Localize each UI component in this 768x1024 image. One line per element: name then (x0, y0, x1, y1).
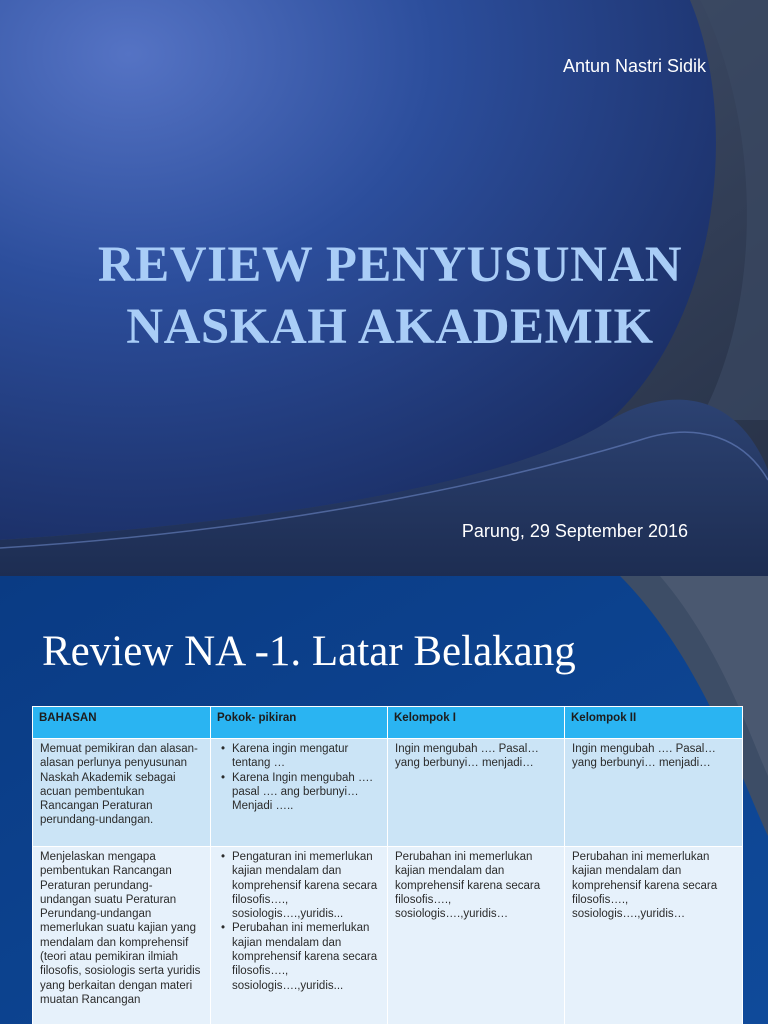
title-line-1: REVIEW PENYUSUNAN (97, 237, 683, 293)
table-row (33, 739, 743, 847)
title-line-2: NASKAH AKADEMIK (126, 299, 654, 355)
bullet-list (218, 742, 380, 813)
cell-bahasan: Menjelaskan mengapa pembentukan Rancangan Peraturan perundang-undangan suatu Peraturan Perundang-undangan memerlukan suatu kajian yang mendalam dan komprehensif (teori atau pemikiran ilmiah filosofis, sosiologis serta yuridis yang berkaitan dengan materi muatan Rancangan (33, 847, 211, 1024)
presentation-title (60, 234, 720, 358)
list-item: • Perubahan ini memerlukan kajian mendalam dan komprehensif karena secara filosofis…., sosiologis….,yuridis... (218, 921, 380, 992)
table-row (33, 847, 743, 1024)
cell-pokok-pikiran (211, 739, 388, 847)
presentation-date: Parung, 29 September 2016 (461, 521, 688, 541)
list-item: • Pengaturan ini memerlukan kajian mendalam dan komprehensif karena secara filosofis…., sosiologis….,yuridis... (218, 850, 380, 921)
cell-kelompok-1: Ingin mengubah …. Pasal… yang berbunyi… menjadi… (388, 739, 565, 847)
cell-kelompok-2: Ingin mengubah …. Pasal… yang berbunyi… menjadi… (565, 739, 743, 847)
table-header-row (33, 707, 743, 739)
review-slide (0, 576, 768, 1024)
header-kelompok-2: Kelompok II (565, 707, 743, 739)
author-name: Antun Nastri Sidik (562, 56, 706, 76)
cell-bahasan: Memuat pemikiran dan alasan-alasan perlunya penyusunan Naskah Akademik sebagai acuan pembentukan Rancangan Peraturan perundang-undangan. (33, 739, 211, 847)
review-table (32, 706, 743, 1024)
list-item: • Karena Ingin mengubah …. pasal …. ang berbunyi…Menjadi ….. (218, 771, 380, 814)
header-bahasan: BAHASAN (33, 707, 211, 739)
cell-kelompok-1: Perubahan ini memerlukan kajian mendalam dan komprehensif karena secara filosofis…., sosiologis….,yuridis… (388, 847, 565, 1024)
header-kelompok-1: Kelompok I (388, 707, 565, 739)
header-pokok-pikiran: Pokok- pikiran (211, 707, 388, 739)
bullet-list (218, 850, 380, 993)
list-item: • Karena ingin mengatur tentang … (218, 742, 380, 771)
cell-kelompok-2: Perubahan ini memerlukan kajian mendalam dan komprehensif karena secara filosofis…., sosiologis….,yuridis… (565, 847, 743, 1024)
cell-pokok-pikiran (211, 847, 388, 1024)
slide-heading: Review NA -1. Latar Belakang (42, 628, 576, 675)
